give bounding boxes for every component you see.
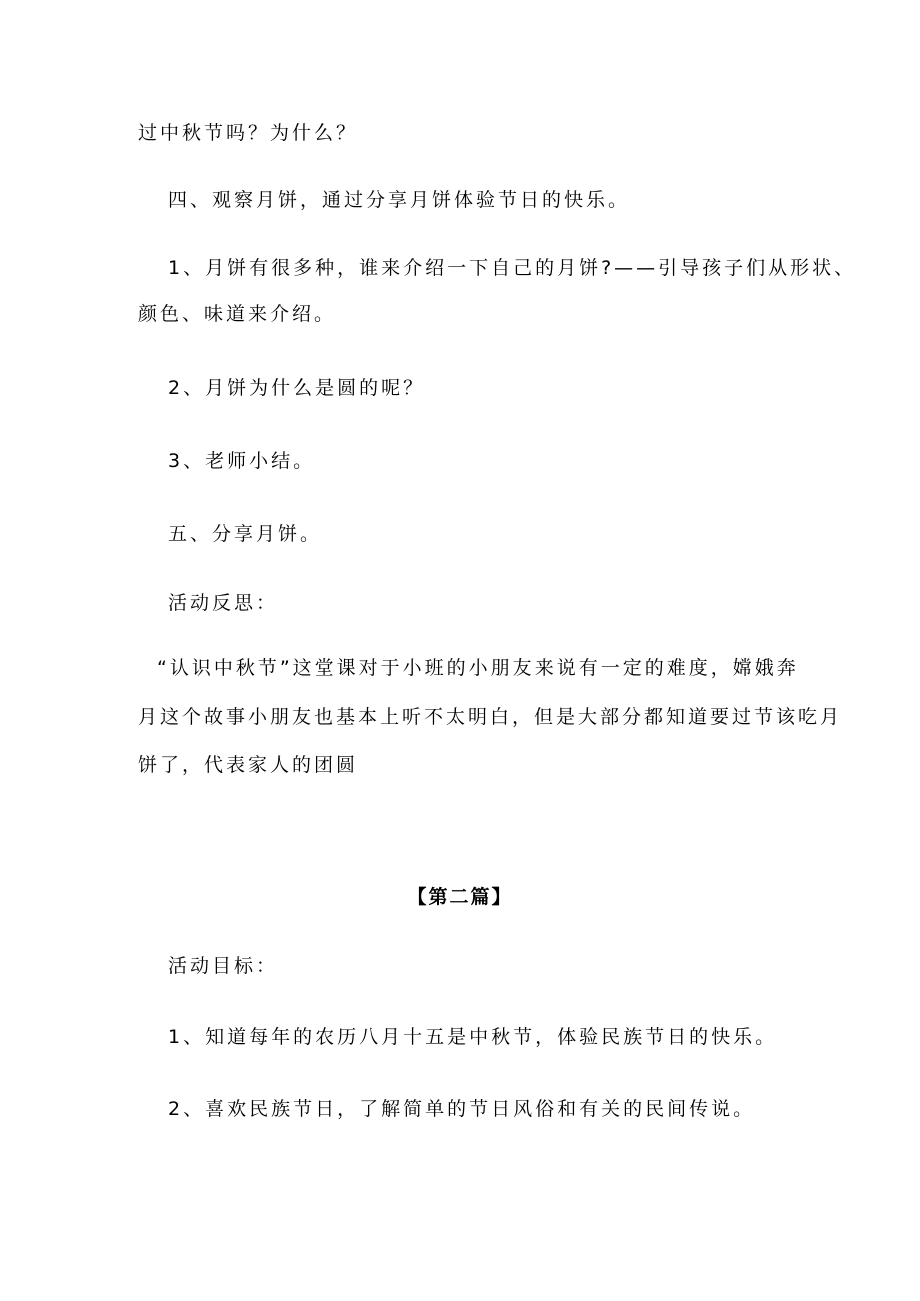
- step-five: 五、分享月饼。: [168, 523, 323, 545]
- item-2: 2、月饼为什么是圆的呢？: [168, 377, 426, 399]
- reflection-line-1: “认识中秋节”这堂课对于小班的小朋友来说有一定的难度，嫦娥奔: [157, 657, 799, 679]
- item-1-line-1: 1、月饼有很多种，谁来介绍一下自己的月饼?——引导孩子们从形状、: [168, 257, 857, 279]
- reflection-line-3: 饼了，代表家人的团圆: [138, 754, 359, 776]
- item-1-line-2: 颜色、味道来介绍。: [138, 303, 337, 325]
- goals-label: 活动目标：: [168, 955, 279, 977]
- reflection-label: 活动反思：: [168, 592, 279, 614]
- reflection-line-2: 月这个故事小朋友也基本上听不太明白，但是大部分都知道要过节该吃月: [138, 706, 843, 728]
- goal-1: 1、知道每年的农历八月十五是中秋节，体验民族节日的快乐。: [168, 1026, 778, 1048]
- paragraph-question-end: 过中秋节吗？为什么？: [138, 122, 359, 144]
- step-four: 四、观察月饼，通过分享月饼体验节日的快乐。: [168, 189, 631, 211]
- item-3: 3、老师小结。: [168, 450, 316, 472]
- section-title: 【第二篇】: [407, 886, 513, 908]
- goal-2: 2、喜欢民族节日，了解简单的节日风俗和有关的民间传说。: [168, 1098, 756, 1120]
